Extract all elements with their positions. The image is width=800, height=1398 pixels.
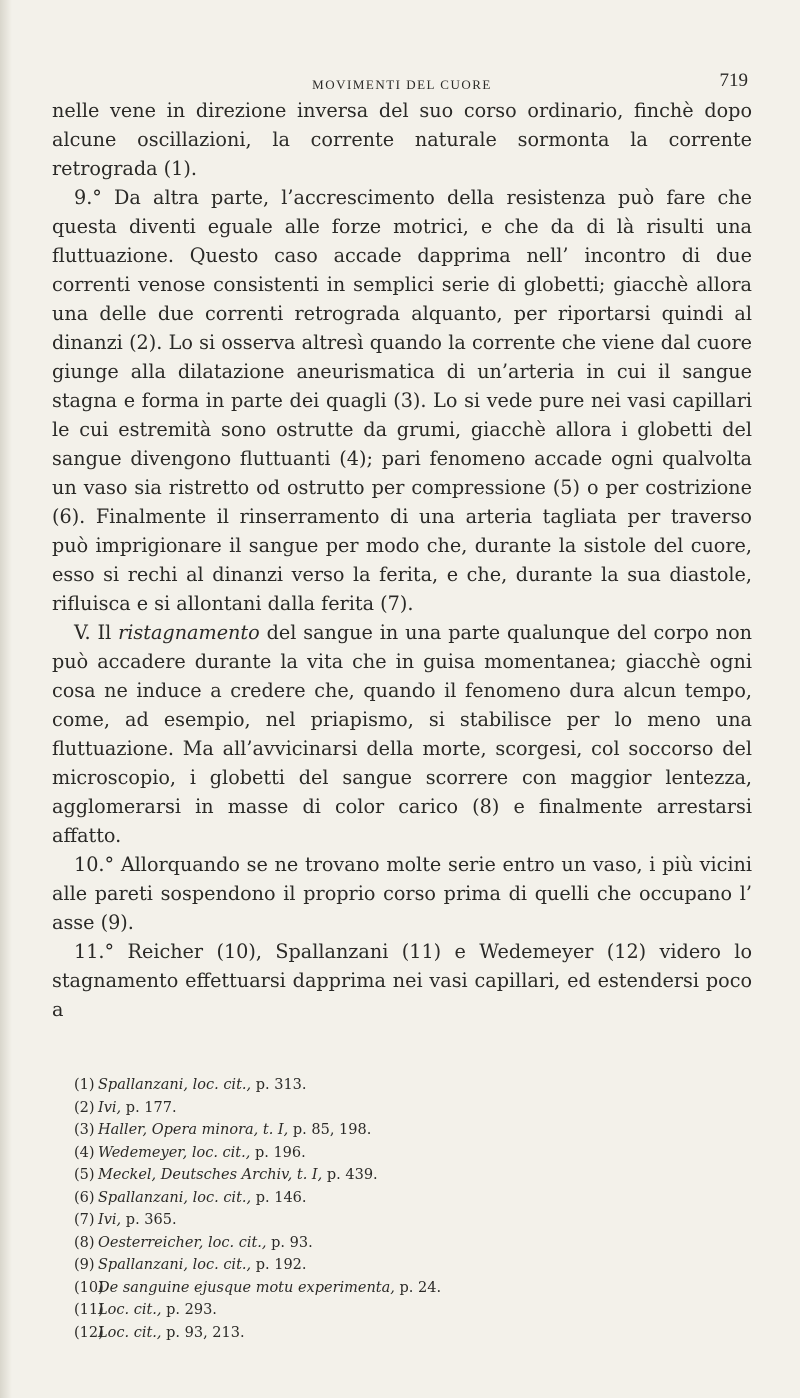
footnote-author: Loc. cit., xyxy=(98,1324,162,1341)
footnote xyxy=(74,1209,752,1232)
footnote-number: (5) xyxy=(74,1167,95,1183)
footnote xyxy=(74,1187,752,1210)
footnote-page-ref: p. 93. xyxy=(271,1234,313,1251)
footnote xyxy=(74,1142,752,1165)
footnote-page-ref: p. 85, 198. xyxy=(292,1122,372,1138)
footnote-page-ref: p. 439. xyxy=(326,1167,378,1183)
paragraph-v-term: ristagnamento xyxy=(118,621,260,644)
footnote-number: (11) xyxy=(74,1302,104,1318)
footnote-author: Ivi, xyxy=(98,1099,122,1116)
footnote-author: Haller, xyxy=(98,1122,148,1138)
footnote-page-ref: p. 24. xyxy=(399,1279,442,1296)
footnote-author: Wedemeyer, xyxy=(98,1144,188,1161)
paragraph-v xyxy=(52,618,752,850)
book-page xyxy=(52,70,752,1344)
paragraph-9: 9.° Da altra parte, l’accrescimento della resistenza può fare che questa diventi eguale alle forze motrici, e che da di là risulti una fluttuazione. Questo caso accade dapprima nell’ incontro di due correnti venose consistenti in semplici serie di globetti; giacchè allora una delle due correnti retrograda alquanto, per riportarsi quindi al dinanzi (2). Lo si osserva altresì quando la corrente che viene dal cuore giunge alla dilatazione aneurismatica di un’arteria in cui il sangue stagna e forma in parte dei quagli (3). Lo si vede pure nei vasi capillari le cui estremità sono ostrutte da grumi, giacchè allora i globetti del sangue divengono fluttuanti (4); pari fenomeno accade ogni qualvolta un vaso sia ristretto od ostrutto per compressione (5) o per costrizione (6). Finalmente il rinserramento di una arteria tagliata per traverso può imprigionare il sangue per modo che, durante la sistole del cuore, esso si rechi al dinanzi verso la ferita, e che, durante la sua diastole, rifluisca e si allontani dalla ferita (7). xyxy=(52,186,752,615)
footnote-number: (9) xyxy=(74,1257,95,1273)
footnote-work: loc. cit., xyxy=(208,1234,267,1251)
footnote-author: Ivi, xyxy=(98,1212,122,1228)
footnote-page-ref: p. 196. xyxy=(254,1144,306,1161)
footnote xyxy=(74,1299,752,1322)
paragraph-v-start: V. Il xyxy=(74,621,119,644)
footnote-number: (8) xyxy=(74,1234,95,1251)
footnote-author: Spallanzani, xyxy=(98,1077,188,1093)
footnotes xyxy=(74,1074,752,1344)
paragraph-v-rest: del sangue in una parte qualunque del corpo non può accadere durante la vita che in guisa momentanea; giacchè ogni cosa ne induce a credere che, quando il fenomeno dura alcun tempo, come, ad esempio, nel priapismo, si stabilisce per lo meno una fluttuazione. Ma all’avvicinarsi della morte, scorgesi, col soccorso del microscopio, i globetti del sangue scorrere con maggior lentezza, agglomerarsi in masse di color carico (8) e finalmente arrestarsi affatto. xyxy=(52,621,753,847)
running-title: MOVIMENTI DEL CUORE xyxy=(312,77,492,92)
footnote-number: (7) xyxy=(74,1212,95,1228)
footnote-number: (2) xyxy=(74,1099,95,1116)
footnote-author: Oesterreicher, xyxy=(98,1234,204,1251)
footnote xyxy=(74,1322,752,1345)
footnote-author: Spallanzani, xyxy=(98,1189,188,1206)
footnote-work: loc. cit., xyxy=(192,1077,252,1093)
footnote-page-ref: p. 192. xyxy=(255,1257,307,1273)
footnote xyxy=(74,1164,752,1187)
footnote-work: loc. cit., xyxy=(191,1144,251,1161)
footnote-number: (3) xyxy=(74,1122,95,1138)
footnote-author: De sanguine ejusque motu experimenta, xyxy=(98,1279,395,1296)
paragraph-10: 10.° Allorquando se ne trovano molte serie entro un vaso, i più vicini alle pareti sospendono il proprio corso prima di quelli che occupano l’ asse (9). xyxy=(52,853,752,934)
footnote-number: (12) xyxy=(74,1324,104,1341)
footnote xyxy=(74,1254,752,1277)
footnote-page-ref: p. 93, 213. xyxy=(166,1324,245,1341)
footnote-work: loc. cit., xyxy=(192,1189,252,1206)
footnote-author: Loc. cit., xyxy=(98,1302,162,1318)
running-head xyxy=(52,70,752,96)
footnote-number: (1) xyxy=(74,1077,95,1093)
footnote xyxy=(74,1119,752,1142)
page-number: 719 xyxy=(719,70,748,91)
footnote-number: (10) xyxy=(74,1279,104,1296)
footnote-page-ref: p. 146. xyxy=(255,1189,307,1206)
paragraph-continuation: nelle vene in direzione inversa del suo corso ordinario, finchè dopo alcune oscillazioni, la corrente naturale sormonta la corrente retrograda (1). xyxy=(52,99,752,180)
body-text xyxy=(52,96,752,1024)
footnote-page-ref: p. 365. xyxy=(125,1212,177,1228)
footnote-page-ref: p. 177. xyxy=(125,1099,177,1116)
footnote xyxy=(74,1074,752,1097)
page-edge xyxy=(0,0,12,1398)
footnote-page-ref: p. 313. xyxy=(255,1077,307,1093)
paragraph-11: 11.° Reicher (10), Spallanzani (11) e Wedemeyer (12) videro lo stagnamento effettuarsi dapprima nei vasi capillari, ed estendersi poco a xyxy=(52,940,752,1021)
footnote-author: Meckel, xyxy=(98,1167,157,1183)
footnote-work: Opera minora, t. I, xyxy=(151,1122,289,1138)
footnote-page-ref: p. 293. xyxy=(166,1302,217,1318)
footnote-number: (4) xyxy=(74,1144,95,1161)
footnote-work: Deutsches Archiv, t. I, xyxy=(160,1167,323,1183)
footnote-author: Spallanzani, xyxy=(98,1257,188,1273)
footnote xyxy=(74,1232,752,1255)
footnote-number: (6) xyxy=(74,1189,95,1206)
footnote-work: loc. cit., xyxy=(192,1257,252,1273)
footnote xyxy=(74,1277,752,1300)
footnote xyxy=(74,1097,752,1120)
